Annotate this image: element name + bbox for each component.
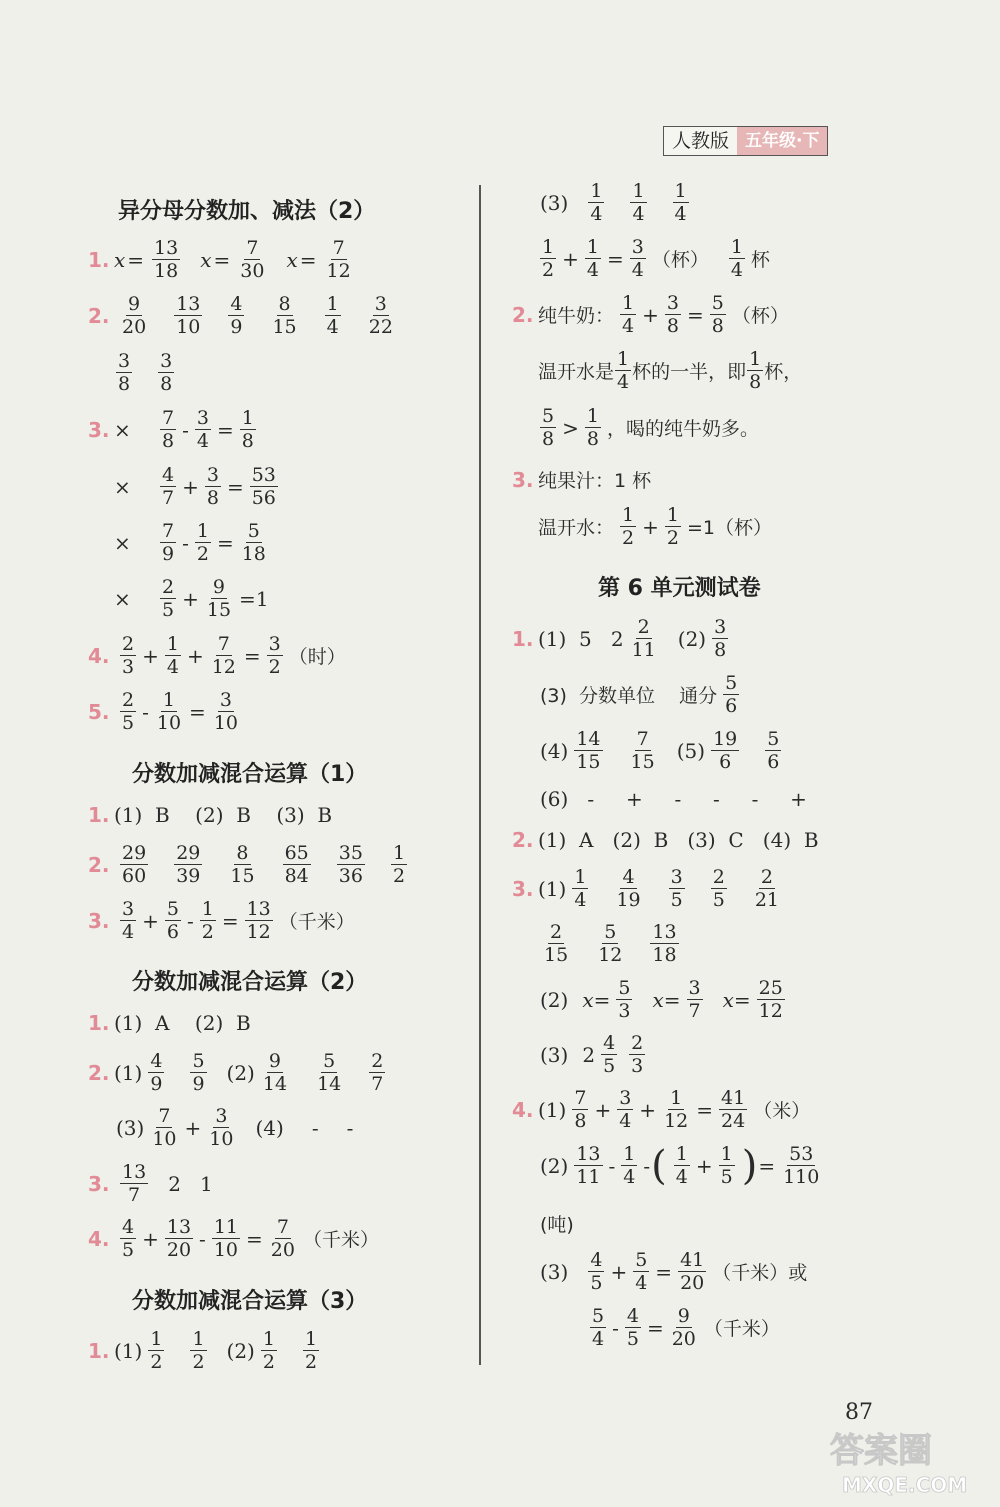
answer-row: × $\frac{4}{7}$ + $\frac{3}{8}$ = $\frac{53}{56}$ — [114, 464, 276, 509]
watermark-logo — [820, 1420, 995, 1500]
answer-row: 3. 纯果汁：1 杯 — [512, 467, 652, 492]
answer-row: (2) $\frac{13}{11}$ - $\frac{1}{4}$ - ( $\frac{1}{4}$ + $\frac{1}{5}$ ) = $\frac{53}{110}$ — [540, 1142, 820, 1189]
page-number: 87 — [845, 1400, 873, 1425]
answer-row: $\frac{5}{8}$ > $\frac{1}{8}$ ，喝的纯牛奶多。 — [542, 405, 759, 450]
answer-row: $\frac{5}{4}$ - $\frac{4}{5}$ = $\frac{9}{20}$ （千米） — [592, 1305, 780, 1350]
answer-row: 3. $\frac{3}{4}$ + $\frac{5}{6}$ - $\frac{1}{2}$ = $\frac{13}{12}$ （千米） — [88, 898, 355, 943]
answer-row: 2. $\frac{9}{20}$ $\frac{13}{10}$ $\frac{4}{9}$ $\frac{8}{15}$ $\frac{1}{4}$ $\frac{3}{22}$ — [88, 293, 393, 338]
answer-row: 1. (1) $\frac{1}{2}$ $\frac{1}{2}$ (2) $\frac{1}{2}$ $\frac{1}{2}$ — [88, 1328, 318, 1373]
answer-row: 2. $\frac{29}{60}$ $\frac{29}{39}$ $\frac{8}{15}$ $\frac{65}{84}$ $\frac{35}{36}$ $\frac{1}{2}$ — [88, 842, 406, 887]
answer-row: 温开水： $\frac{1}{2}$ + $\frac{1}{2}$ =1（杯） — [538, 504, 772, 549]
grade-label: 五年级·下 — [737, 127, 827, 155]
answer-row: 3. (1) $\frac{1}{4}$ $\frac{4}{19}$ $\frac{3}{5}$ $\frac{2}{5}$ $\frac{2}{21}$ — [512, 866, 779, 911]
answer-row: (吨) — [540, 1214, 574, 1236]
answer-row: 3. $\frac{13}{7}$ 2 1 — [88, 1161, 213, 1206]
answer-row: 2. (1) A (2) B (3) C (4) B — [512, 828, 819, 852]
answer-row: $\frac{1}{2}$ + $\frac{1}{4}$ = $\frac{3}{4}$ （杯） $\frac{1}{4}$ 杯 — [542, 236, 770, 281]
answer-row: (2) x = $\frac{5}{3}$ x = $\frac{3}{7}$ x = $\frac{25}{12}$ — [540, 977, 783, 1022]
answer-row: 1. x = $\frac{13}{18}$ x = $\frac{7}{30}$ x = $\frac{7}{12}$ — [88, 237, 351, 282]
answer-row: $\frac{3}{8}$ $\frac{3}{8}$ — [118, 350, 173, 395]
answer-row: 5. $\frac{2}{5}$ - $\frac{1}{10}$ = $\frac{3}{10}$ — [88, 689, 238, 734]
answer-row: (3) $\frac{7}{10}$ + $\frac{3}{10}$ (4) - - — [116, 1105, 354, 1150]
answer-row: (3) 2 $\frac{4}{5}$ $\frac{2}{3}$ — [540, 1032, 644, 1077]
answer-row: 1. (1) A (2) B — [88, 1011, 251, 1035]
fraction: $\frac{7}{12}$ — [326, 237, 351, 282]
answer-row: (6) - + - - - + — [540, 787, 807, 811]
answer-row: $\frac{2}{15}$ $\frac{5}{12}$ $\frac{13}{18}$ — [544, 921, 677, 966]
svg-text:答案圈: 答案圈 — [830, 1431, 932, 1471]
answer-row: (4) $\frac{14}{15}$ $\frac{7}{15}$ (5) $\frac{19}{6}$ $\frac{5}{6}$ — [540, 728, 780, 773]
answer-row: 4. $\frac{4}{5}$ + $\frac{13}{20}$ - $\frac{11}{10}$ = $\frac{7}{20}$ （千米） — [88, 1216, 379, 1261]
section-title: 分数加减混合运算（1） — [132, 762, 368, 787]
section-title: 分数加减混合运算（3） — [132, 1289, 368, 1314]
answer-row: × $\frac{2}{5}$ + $\frac{9}{15}$ = 1 — [114, 576, 269, 621]
answer-row: 4. (1) $\frac{7}{8}$ + $\frac{3}{4}$ + $\frac{1}{12}$ = $\frac{41}{24}$ （米） — [512, 1087, 811, 1132]
svg-text:MXQE.COM: MXQE.COM — [842, 1473, 968, 1497]
fraction: $\frac{13}{18}$ — [154, 237, 179, 282]
answer-row: (3) $\frac{1}{4}$ $\frac{1}{4}$ $\frac{1}{4}$ — [540, 180, 687, 225]
answer-row: (3) 分数单位 通分 $\frac{5}{6}$ — [540, 672, 738, 717]
section-title: 第 6 单元测试卷 — [598, 576, 761, 601]
answer-row: 2. (1) $\frac{4}{9}$ $\frac{5}{9}$ (2) $\frac{9}{14}$ $\frac{5}{14}$ $\frac{2}{7}$ — [88, 1050, 384, 1095]
answer-row: 4. $\frac{2}{3}$ + $\frac{1}{4}$ + $\frac{7}{12}$ = $\frac{3}{2}$ （时） — [88, 633, 346, 678]
answer-row: 3. × $\frac{7}{8}$ - $\frac{3}{4}$ = $\frac{1}{8}$ — [88, 407, 254, 452]
answer-row: (3) $\frac{4}{5}$ + $\frac{5}{4}$ = $\frac{41}{20}$ （千米）或 — [540, 1249, 808, 1294]
edition-badge — [663, 126, 828, 156]
answer-row: 1. (1) B (2) B (3) B — [88, 803, 333, 827]
section-title: 异分母分数加、减法（2） — [118, 199, 376, 224]
answer-row: × $\frac{7}{9}$ - $\frac{1}{2}$ = $\frac{5}{18}$ — [114, 520, 266, 565]
fraction: $\frac{7}{30}$ — [240, 237, 265, 282]
column-divider — [479, 185, 481, 1365]
section-title: 分数加减混合运算（2） — [132, 970, 368, 995]
answer-row: 1. (1) 5 2 $\frac{2}{11}$ (2) $\frac{3}{8}$ — [512, 616, 727, 661]
answer-row: 2. 纯牛奶： $\frac{1}{4}$ + $\frac{3}{8}$ = $\frac{5}{8}$ （杯） — [512, 292, 789, 337]
edition-label: 人教版 — [664, 127, 737, 155]
answer-row: 温开水是 $\frac{1}{4}$ 杯的一半，即 $\frac{1}{8}$ 杯， — [538, 348, 803, 393]
